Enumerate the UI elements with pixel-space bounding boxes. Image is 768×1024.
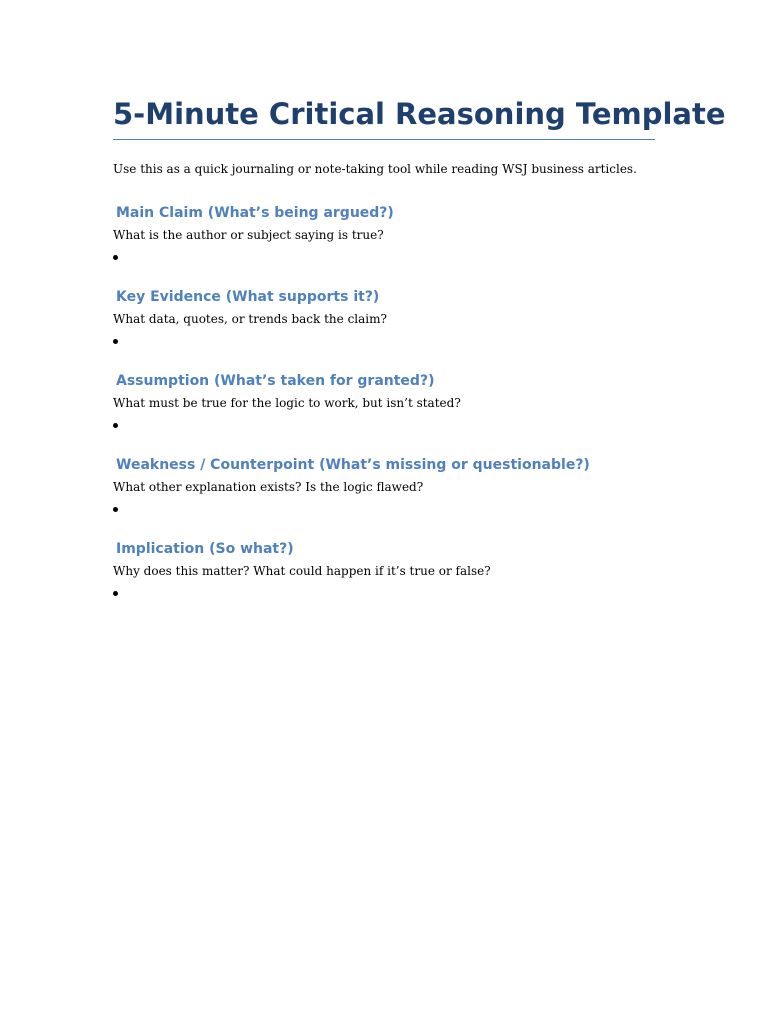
section-main-claim — [113, 203, 655, 265]
bullet-list-main-claim — [113, 243, 655, 265]
section-prompt-weakness: What other explanation exists? Is the logic flawed? — [113, 480, 424, 494]
section-assumption — [113, 371, 655, 433]
bullet-icon — [113, 507, 118, 512]
section-heading-assumption: Assumption (What’s taken for granted?) — [116, 373, 435, 389]
section-weakness — [113, 455, 655, 517]
empty-bullet-item[interactable] — [113, 587, 119, 601]
bullet-list-key-evidence — [113, 327, 655, 349]
section-heading-main-claim: Main Claim (What’s being argued?) — [116, 205, 394, 221]
bullet-icon — [113, 423, 118, 428]
section-heading-weakness: Weakness / Counterpoint (What’s missing or questionable?) — [116, 457, 590, 473]
bullet-icon — [113, 591, 118, 596]
document-page — [113, 92, 726, 601]
section-implication — [113, 539, 655, 601]
empty-bullet-item[interactable] — [113, 335, 119, 349]
intro-paragraph: Use this as a quick journaling or note-taking tool while reading WSJ business articles. — [113, 162, 637, 176]
empty-bullet-item[interactable] — [113, 419, 119, 433]
section-prompt-implication: Why does this matter? What could happen if it’s true or false? — [113, 564, 491, 578]
section-prompt-assumption: What must be true for the logic to work, but isn’t stated? — [113, 396, 461, 410]
bullet-list-weakness — [113, 495, 655, 517]
bullet-list-implication — [113, 579, 655, 601]
section-prompt-main-claim: What is the author or subject saying is true? — [113, 228, 384, 242]
document-title: 5-Minute Critical Reasoning Template — [113, 92, 655, 140]
bullet-list-assumption — [113, 411, 655, 433]
bullet-icon — [113, 339, 118, 344]
bullet-icon — [113, 255, 118, 260]
section-heading-key-evidence: Key Evidence (What supports it?) — [116, 289, 380, 305]
empty-bullet-item[interactable] — [113, 251, 119, 265]
section-heading-implication: Implication (So what?) — [116, 541, 294, 557]
section-key-evidence — [113, 287, 655, 349]
empty-bullet-item[interactable] — [113, 503, 119, 517]
section-prompt-key-evidence: What data, quotes, or trends back the claim? — [113, 312, 387, 326]
